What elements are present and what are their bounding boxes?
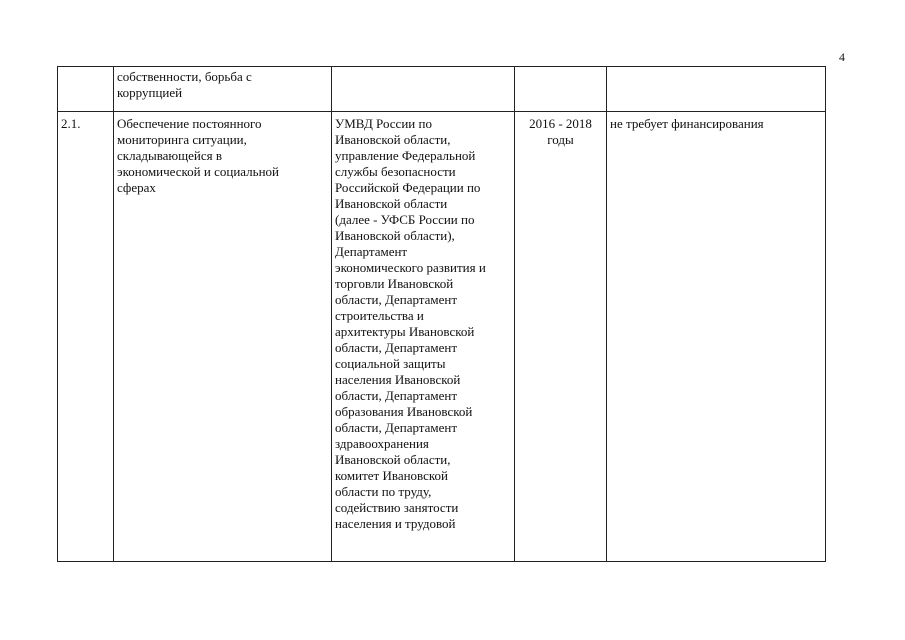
text-line: Ивановской области),	[335, 228, 455, 243]
text-line: комитет Ивановской	[335, 468, 449, 483]
text-line: Ивановской области,	[335, 132, 451, 147]
text-line: архитектуры Ивановской	[335, 324, 475, 339]
text-line: населения и трудовой	[335, 516, 456, 531]
text-line: Обеспечение постоянного	[117, 116, 262, 131]
text-line: УМВД России по	[335, 116, 432, 131]
text-line: Российской Федерации по	[335, 180, 481, 195]
text-line: мониторинга ситуации,	[117, 132, 247, 147]
text-line: торговли Ивановской	[335, 276, 454, 291]
text-line: области по труду,	[335, 484, 432, 499]
text-line: коррупцией	[117, 85, 183, 100]
text-line: управление Федеральной	[335, 148, 476, 163]
text-line: Ивановской области,	[335, 452, 451, 467]
text-line: экономического развития и	[335, 260, 486, 275]
text-line: области, Департамент	[335, 340, 458, 355]
text-line: области, Департамент	[335, 420, 458, 435]
text-line: 2016 - 2018	[529, 116, 592, 131]
cell-term	[515, 112, 607, 562]
cell-measure-name	[114, 67, 332, 112]
table-row	[58, 67, 826, 112]
text-line: службы безопасности	[335, 164, 456, 179]
text-line: складывающейся в	[117, 148, 223, 163]
text-line: населения Ивановской	[335, 372, 461, 387]
text-line: социальной защиты	[335, 356, 446, 371]
text-line: Ивановской области	[335, 196, 448, 211]
text-line: области, Департамент	[335, 292, 458, 307]
text-line: Департамент	[335, 244, 408, 259]
cell-executor	[332, 112, 515, 562]
text-line: (далее - УФСБ России по	[335, 212, 475, 227]
text-line: экономической и социальной	[117, 164, 279, 179]
cell-funding	[607, 67, 826, 112]
text-line: области, Департамент	[335, 388, 458, 403]
page-number: 4	[839, 50, 845, 64]
cell-number: 2.1.	[58, 112, 114, 562]
table-row	[58, 112, 826, 562]
cell-measure-name	[114, 112, 332, 562]
text-line: собственности, борьба с	[117, 69, 252, 84]
text-line: строительства и	[335, 308, 424, 323]
cell-term	[515, 67, 607, 112]
cell-executor	[332, 67, 515, 112]
text-line: содействию занятости	[335, 500, 459, 515]
text-line: сферах	[117, 180, 156, 195]
measures-table	[57, 66, 826, 562]
text-line: здравоохранения	[335, 436, 429, 451]
text-line: образования Ивановской	[335, 404, 473, 419]
cell-funding: не требует финансирования	[607, 112, 826, 562]
text-line: годы	[547, 132, 574, 147]
cell-number	[58, 67, 114, 112]
